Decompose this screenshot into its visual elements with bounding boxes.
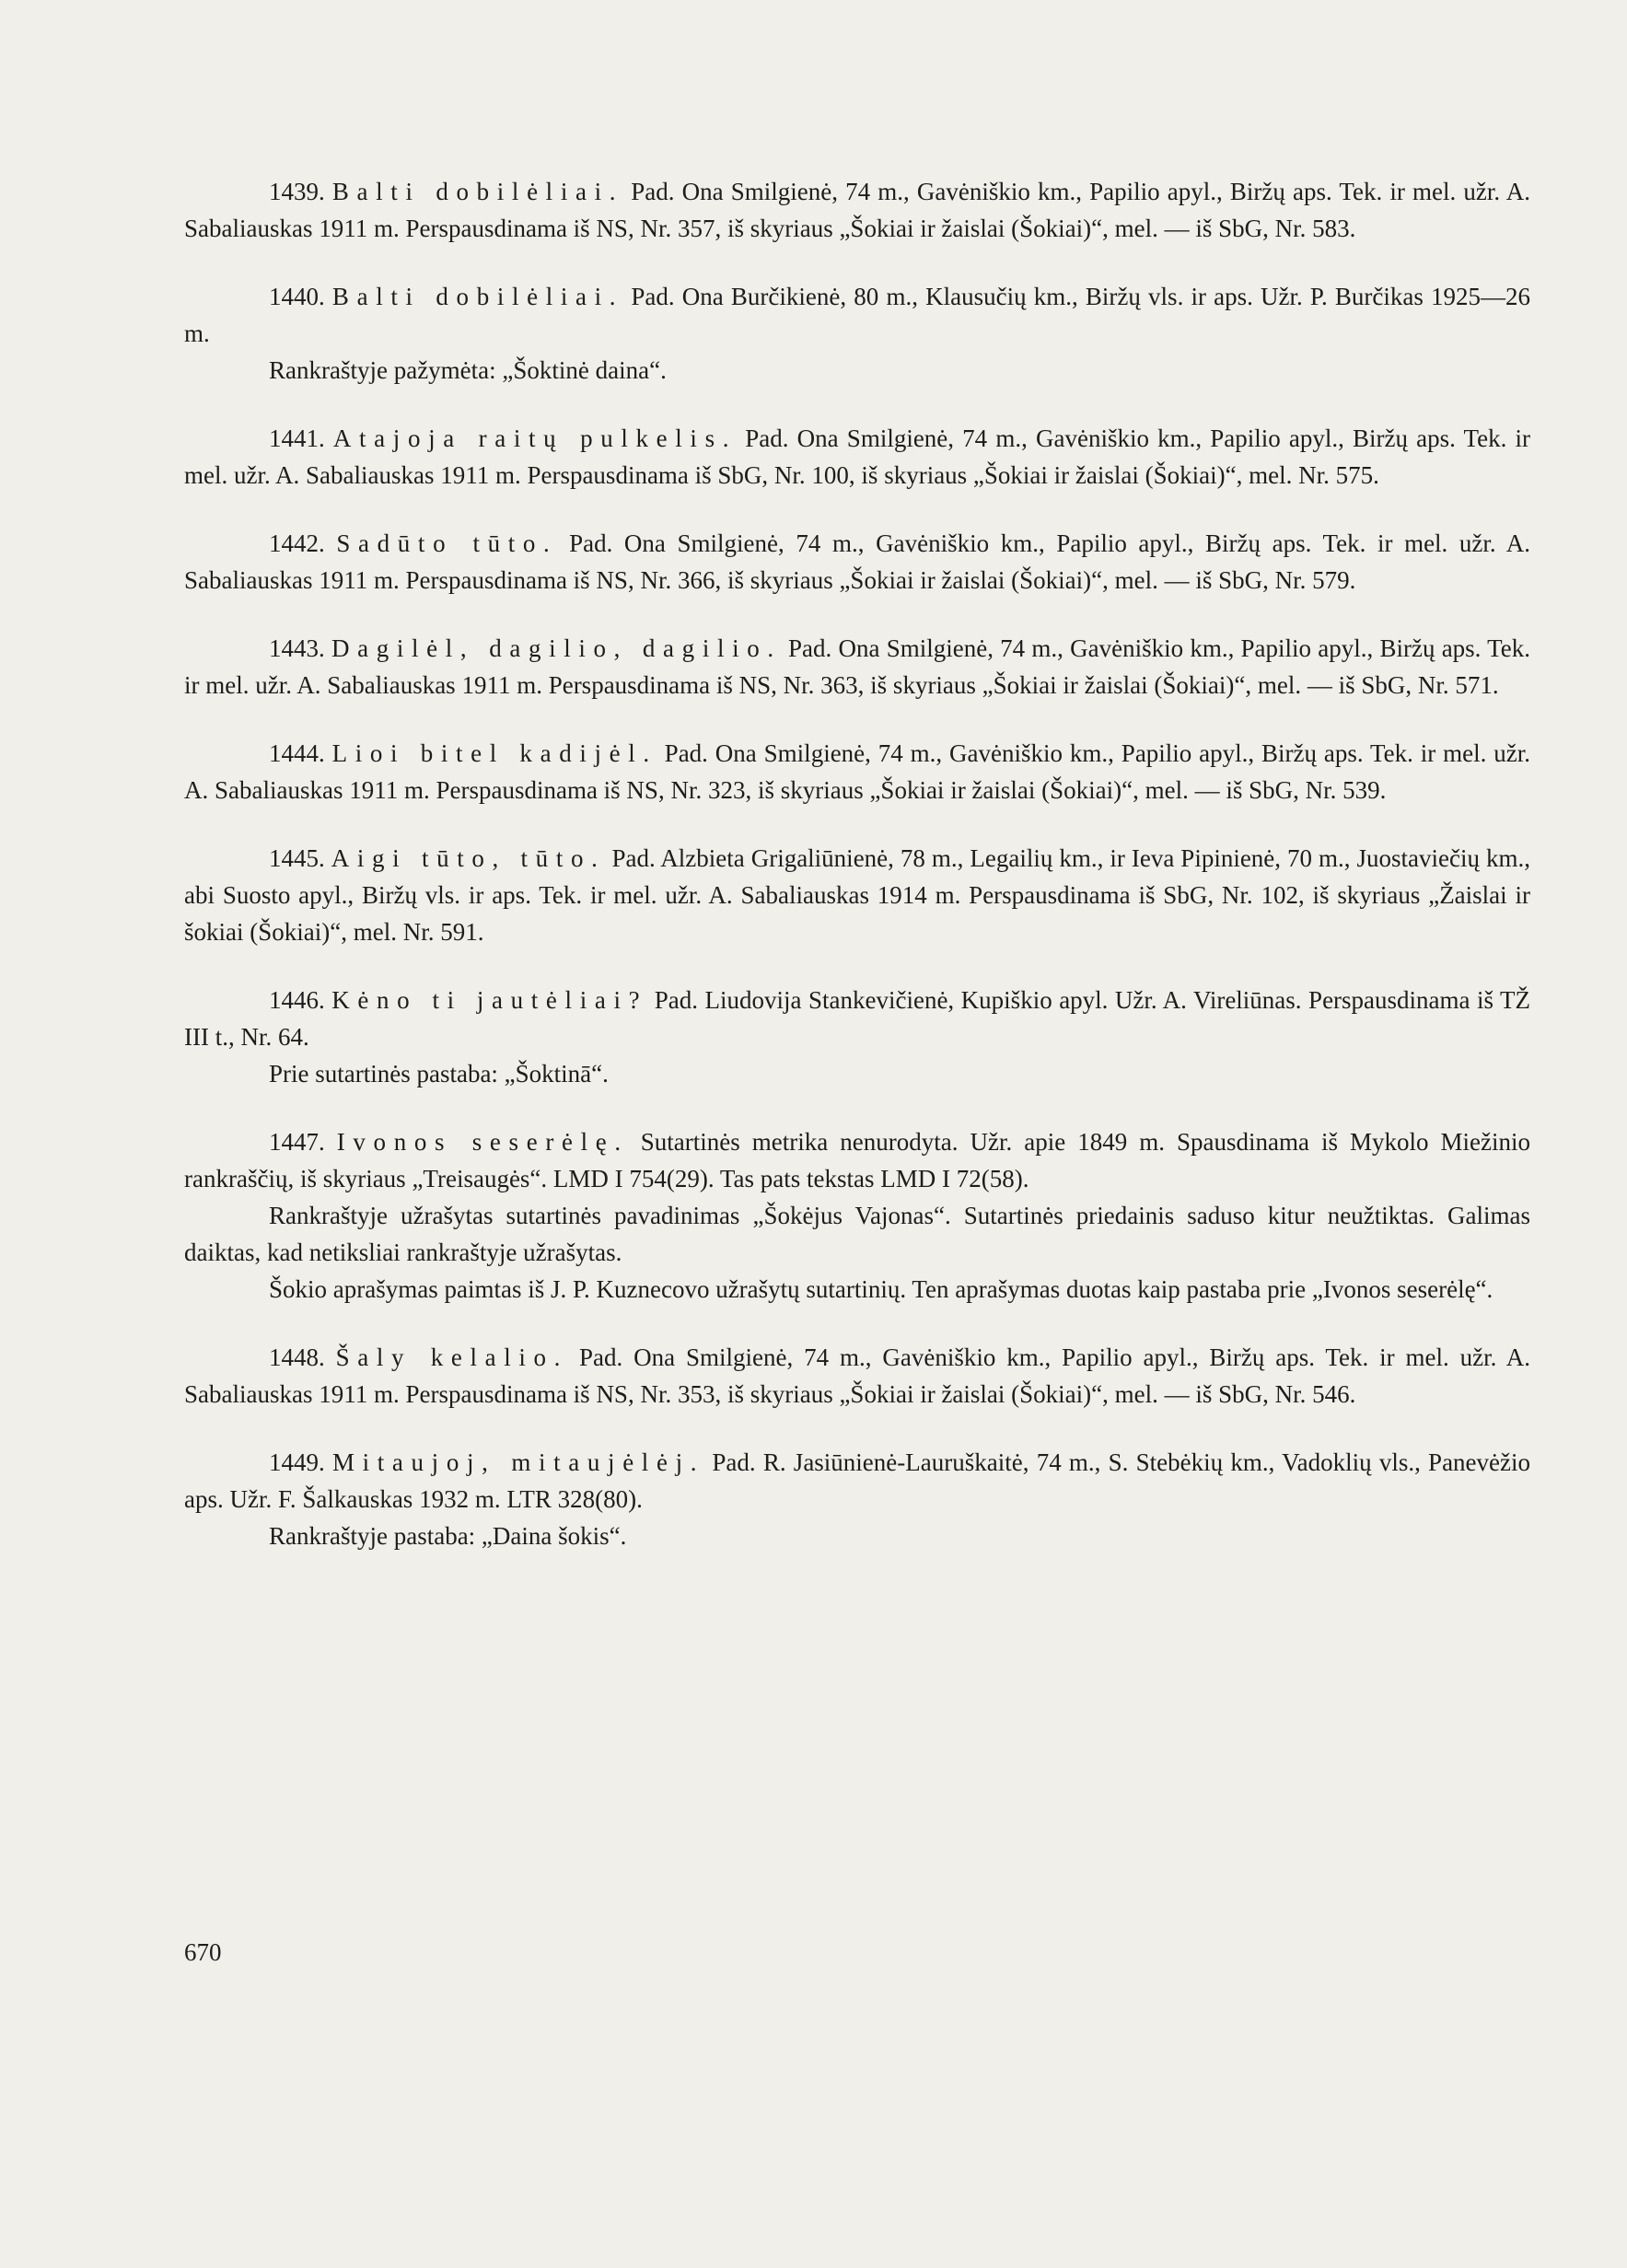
entry-1446 (184, 982, 1530, 1092)
entry-title: Šaly kelalio. (335, 1343, 569, 1371)
entry-1443 (184, 630, 1530, 704)
entry-number: 1448. (269, 1343, 325, 1371)
entry-text: Pad. Liudovija Stankevičienė, Kupiškio apyl. Užr. A. Vireliūnas. Perspausdinama iš TŽ III t., Nr. 64. (184, 986, 1531, 1051)
entry-text: Pad. Ona Smilgienė, 74 m., Gavėniškio km., Papilio apyl., Biržų aps. Tek. ir mel. užr. A. Sabaliauskas 1911 m. Perspausdinama iš NS, Nr. 357, iš skyriaus „Šokiai ir žaislai (Šokiai)“, mel. — iš SbG, Nr. 583. (184, 178, 1531, 242)
entry-title: Sadūto tūto. (336, 529, 558, 557)
entry-number: 1441. (269, 425, 325, 452)
entry-1447 (184, 1123, 1530, 1308)
entry-title: Atajoja raitų pulkelis. (332, 425, 738, 452)
entry-note: Rankraštyje pažymėta: „Šoktinė daina“. (269, 356, 667, 384)
entry-text: Pad. Ona Smilgienė, 74 m., Gavėniškio km., Papilio apyl., Biržų aps. Tek. ir mel. užr. A. Sabaliauskas 1911 m. Perspausdinama iš NS, Nr. 353, iš skyriaus „Šokiai ir žaislai (Šokiai)“, mel. — iš SbG, Nr. 546. (184, 1343, 1531, 1408)
entry-main (184, 1339, 1530, 1413)
entry-title: Balti dobilėliai. (331, 178, 624, 205)
entry-number: 1439. (269, 178, 325, 205)
entry-number: 1440. (269, 283, 325, 310)
entry-number: 1444. (269, 739, 325, 767)
entry-title: Mitaujoj, mitaujėlėj. (331, 1448, 705, 1476)
entry-text: Pad. Ona Smilgienė, 74 m., Gavėniškio km., Papilio apyl., Biržų aps. Tek. ir mel. užr. A. Sabaliauskas 1911 m. Perspausdinama iš NS, Nr. 323, iš skyriaus „Šokiai ir žaislai (Šokiai)“, mel. — iš SbG, Nr. 539. (184, 739, 1531, 804)
entry-note: Rankraštyje užrašytas sutartinės pavadinimas „Šokėjus Vajonas“. Sutartinės priedainis saduso kitur neužtiktas. Galimas daiktas, kad netiksliai rankraštyje užrašytas. (184, 1202, 1530, 1266)
page-body (184, 173, 1530, 1586)
entry-text: Sutartinės metrika nenurodyta. Užr. apie 1849 m. Spausdinama iš Mykolo Miežinio rankraščių, iš skyriaus „Treisaugės“. LMD I 754(29). Tas pats tekstas LMD I 72(58). (184, 1128, 1531, 1192)
entry-main (184, 840, 1530, 950)
entry-1448 (184, 1339, 1530, 1413)
entry-main (184, 1444, 1530, 1518)
entry-1441 (184, 420, 1530, 494)
entry-title: Lioi bitel kadijėl. (331, 739, 657, 767)
entry-number: 1449. (269, 1448, 325, 1476)
entry-main (184, 982, 1530, 1055)
entry-1440 (184, 278, 1530, 389)
entry-text: Pad. R. Jasiūnienė-Lauruškaitė, 74 m., S. Stebėkių km., Vadoklių vls., Panevėžio aps. Užr. F. Šalkauskas 1932 m. LTR 328(80). (184, 1448, 1531, 1513)
entry-note: Šokio aprašymas paimtas iš J. P. Kuznecovo užrašytų sutartinių. Ten aprašymas duotas kaip pastaba prie „Ivonos seserėlę“. (269, 1275, 1493, 1303)
entry-main (184, 420, 1530, 494)
entry-main (184, 735, 1530, 808)
entry-number: 1447. (269, 1128, 325, 1156)
entry-1444 (184, 735, 1530, 808)
entry-text: Pad. Ona Burčikienė, 80 m., Klausučių km., Biržų vls. ir aps. Užr. P. Burčikas 1925—26 m. (184, 283, 1531, 347)
entry-1439 (184, 173, 1530, 247)
entry-title: Dagilėl, dagilio, dagilio. (331, 634, 782, 662)
entry-1449 (184, 1444, 1530, 1554)
entry-number: 1446. (269, 986, 325, 1014)
entry-main (184, 525, 1530, 599)
entry-title: Kėno ti jautėliai? (331, 986, 648, 1014)
entry-note: Prie sutartinės pastaba: „Šoktinā“. (269, 1060, 609, 1087)
entry-text: Pad. Ona Smilgienė, 74 m., Gavėniškio km., Papilio apyl., Biržų aps. Tek. ir mel. užr. A. Sabaliauskas 1911 m. Perspausdinama iš NS, Nr. 366, iš skyriaus „Šokiai ir žaislai (Šokiai)“, mel. — iš SbG, Nr. 579. (184, 529, 1531, 594)
entry-title: Aigi tūto, tūto. (331, 844, 606, 872)
entry-1442 (184, 525, 1530, 599)
entry-number: 1445. (269, 844, 325, 872)
entry-1445 (184, 840, 1530, 950)
entry-number: 1443. (269, 634, 325, 662)
entry-text: Pad. Alzbieta Grigaliūnienė, 78 m., Legailių km., ir Ieva Pipinienė, 70 m., Juostaviečių km., abi Suosto apyl., Biržų vls. ir aps. Tek. ir mel. užr. A. Sabaliauskas 1914 m. Perspausdinama iš SbG, Nr. 102, iš skyriaus „Žaislai ir šokiai (Šokiai)“, mel. Nr. 591. (184, 844, 1531, 946)
entry-main (184, 1123, 1530, 1197)
entry-main (184, 278, 1530, 352)
entry-main (184, 173, 1530, 247)
entry-number: 1442. (269, 529, 325, 557)
entry-text: Pad. Ona Smilgienė, 74 m., Gavėniškio km., Papilio apyl., Biržų aps. Tek. ir mel. užr. A. Sabaliauskas 1911 m. Perspausdinama iš NS, Nr. 363, iš skyriaus „Šokiai ir žaislai (Šokiai)“, mel. — iš SbG, Nr. 571. (184, 634, 1531, 699)
entry-main (184, 630, 1530, 704)
entry-text: Pad. Ona Smilgienė, 74 m., Gavėniškio km., Papilio apyl., Biržų aps. Tek. ir mel. užr. A. Sabaliauskas 1911 m. Perspausdinama iš SbG, Nr. 100, iš skyriaus „Šokiai ir žaislai (Šokiai)“, mel. Nr. 575. (184, 425, 1531, 489)
page-number: 670 (184, 1938, 222, 1966)
entry-title: Ivonos seserėlę. (336, 1128, 629, 1156)
entry-note: Rankraštyje pastaba: „Daina šokis“. (269, 1522, 627, 1550)
entry-title: Balti dobilėliai. (331, 283, 624, 310)
